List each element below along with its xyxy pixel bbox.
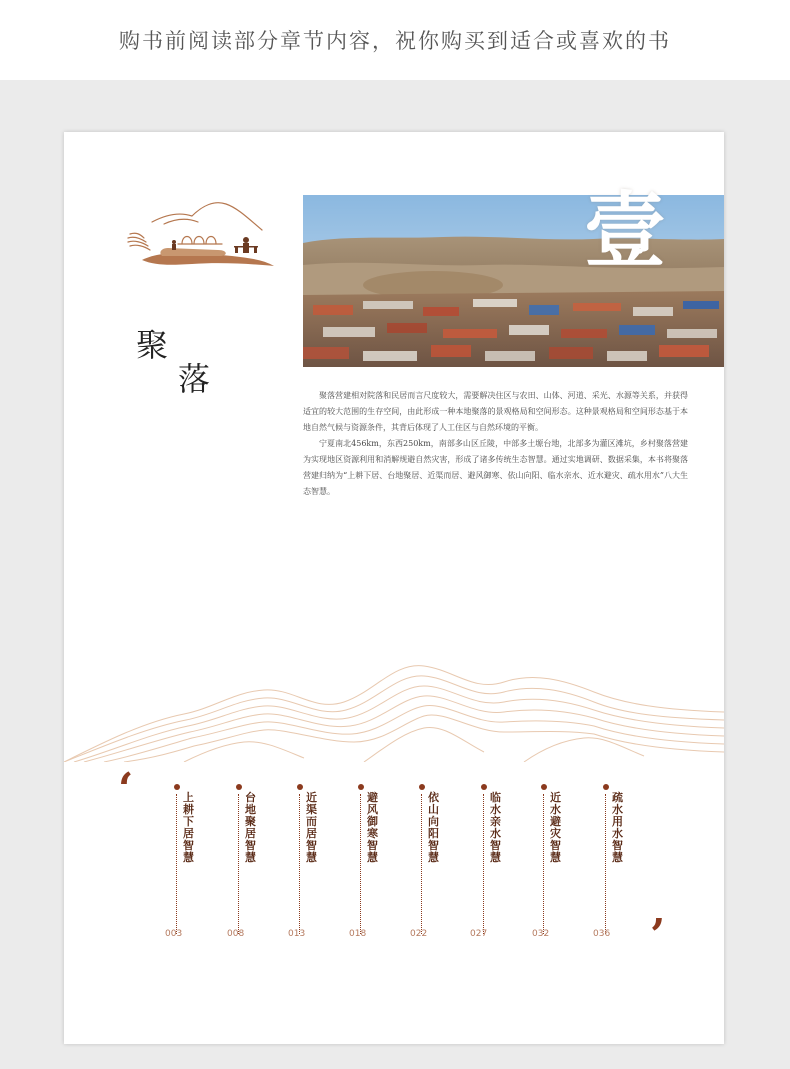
toc-dot <box>236 784 242 790</box>
toc-dot <box>174 784 180 790</box>
toc-dot <box>419 784 425 790</box>
toc-dotted-line <box>543 794 544 934</box>
toc-page-number: 018 <box>349 929 367 939</box>
toc-title: 避风御寒智慧 <box>367 791 378 864</box>
body-paragraph: 宁夏南北456km，东西250km，南部多山区丘陵，中部多土塬台地，北部多为灌区滩坑，乡村聚落营建为实现地区资源利用和消解规避自然灾害，形成了诸多传统生态智慧。通过实地调研、数据采集，本书将聚落营建归纳为“上耕下居、台地聚居、近渠而居、避风御寒、依山向阳、临水亲水、近水避灾、疏水用水”八大生态智慧。 <box>303 439 688 496</box>
close-quote-mark: ’ <box>650 910 666 961</box>
toc-title: 疏水用水智慧 <box>612 791 623 864</box>
toc-title: 近水避灾智慧 <box>550 791 561 864</box>
toc-item-2[interactable] <box>231 780 255 950</box>
toc-dotted-line <box>421 794 422 934</box>
toc-dot <box>297 784 303 790</box>
mountain-line-art <box>64 652 724 762</box>
toc-item-6[interactable] <box>476 780 500 950</box>
toc-item-3[interactable] <box>292 780 316 950</box>
toc-page-number: 008 <box>227 929 245 939</box>
toc-dotted-line <box>176 794 177 934</box>
toc-item-7[interactable] <box>536 780 560 950</box>
toc-dotted-line <box>299 794 300 934</box>
toc-page-number: 036 <box>593 929 611 939</box>
toc-dotted-line <box>483 794 484 934</box>
toc-title: 依山向阳智慧 <box>428 791 439 864</box>
toc-dotted-line <box>238 794 239 934</box>
toc-title: 上耕下居智慧 <box>183 791 194 864</box>
toc-dot <box>541 784 547 790</box>
toc-dotted-line <box>605 794 606 934</box>
body-paragraph: 聚落营建相对院落和民居而言尺度较大，需要解决住区与农田、山体、河道、采光、水源等关系，并获得适宜的较大范围的生存空间，由此形成一种本地聚落的景观格局和空间形态。这种景观格局和空间形态基于本地自然气候与资源条件，其背后体现了人工住区与自然环境的平衡。 <box>303 391 688 432</box>
toc-title: 台地聚居智慧 <box>245 791 256 864</box>
top-banner <box>0 0 790 80</box>
toc-dot <box>603 784 609 790</box>
toc-page-number: 013 <box>288 929 306 939</box>
toc-page-number: 032 <box>532 929 550 939</box>
toc-page-number: 022 <box>410 929 428 939</box>
toc-item-8[interactable] <box>598 780 622 950</box>
toc-title: 近渠而居智慧 <box>306 791 317 864</box>
chapter-number-char: 壹 <box>584 183 667 279</box>
toc-item-5[interactable] <box>414 780 438 950</box>
chapter-title-1: 聚 <box>136 326 169 364</box>
chapter-title-2: 落 <box>178 360 211 398</box>
toc-page-number: 027 <box>470 929 488 939</box>
open-quote-mark: ‘ <box>118 764 134 815</box>
banner-text: 购书前阅读部分章节内容，祝你购买到适合或喜欢的书 <box>119 29 671 53</box>
toc-page-number: 003 <box>165 929 183 939</box>
toc-title: 临水亲水智慧 <box>490 791 501 864</box>
toc-item-1[interactable] <box>169 780 193 950</box>
village-landscape-icon <box>122 194 278 284</box>
chapter-body-text <box>303 388 688 500</box>
toc-dotted-line <box>360 794 361 934</box>
toc-dot <box>481 784 487 790</box>
toc-item-4[interactable] <box>353 780 377 950</box>
book-page <box>64 132 724 1044</box>
toc-dot <box>358 784 364 790</box>
